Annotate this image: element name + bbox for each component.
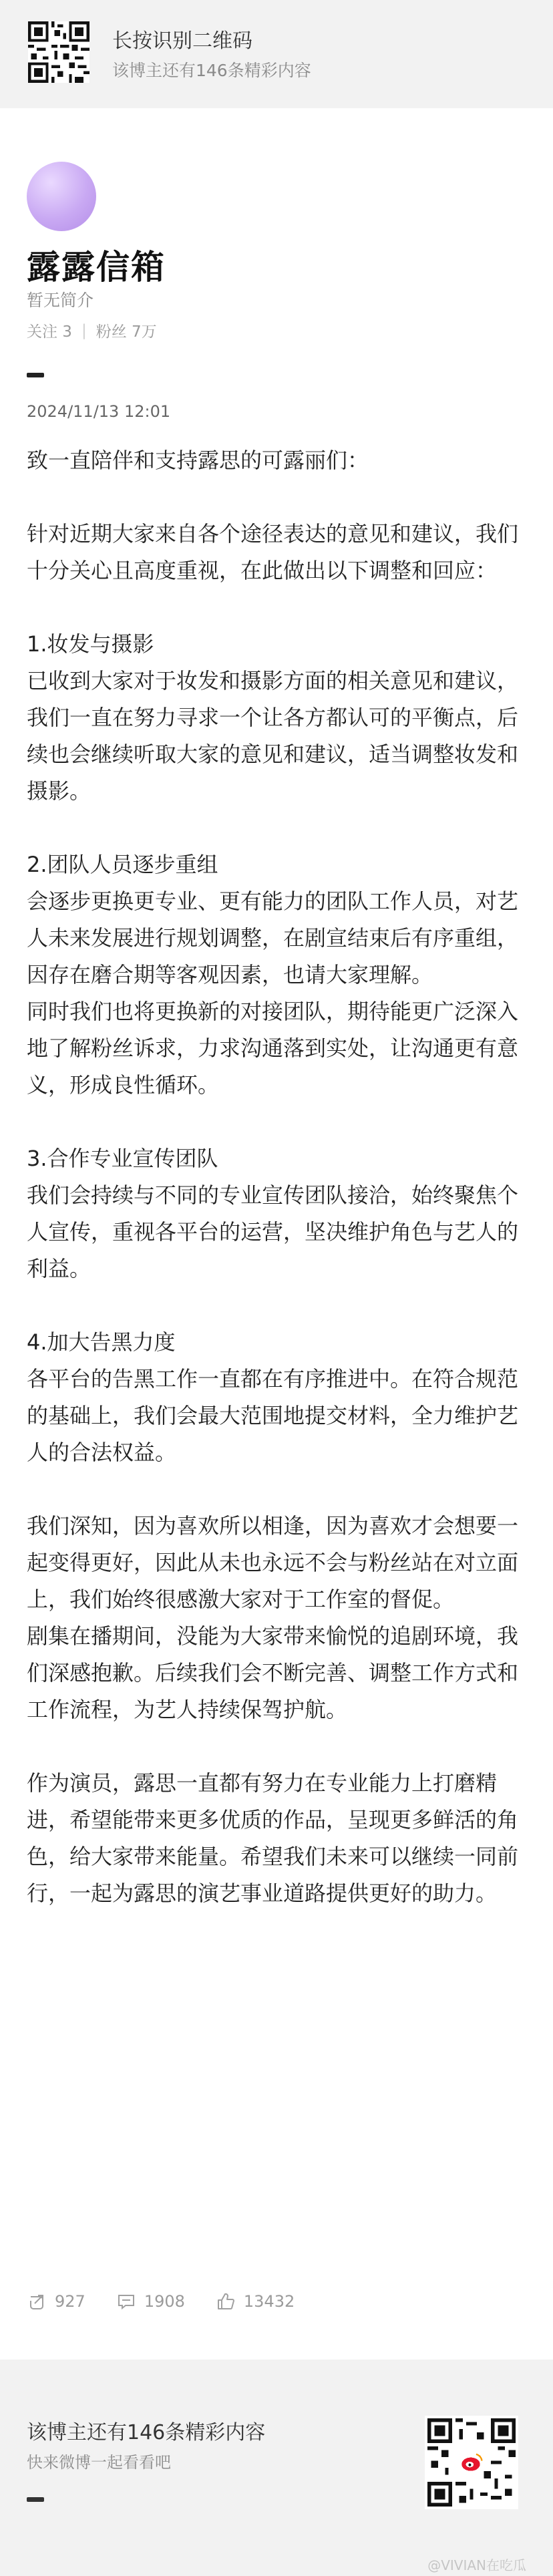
stats-divider: | (81, 321, 87, 339)
repost-count: 927 (55, 2292, 85, 2311)
paragraph-gap (27, 1471, 529, 1508)
comment-icon (116, 2291, 136, 2311)
post-paragraph: 针对近期大家来自各个途径表达的意见和建议，我们十分关心且高度重视，在此做出以下调整和回应： (27, 521, 519, 583)
section-heading: 2.团队人员逐步重组 (27, 852, 218, 877)
avatar[interactable] (27, 162, 96, 231)
author-bio: 暂无简介 (27, 291, 94, 310)
banner-title: 长按识别二维码 (112, 29, 252, 53)
section-heading: 3.合作专业宣传团队 (27, 1146, 218, 1171)
qr-code-icon[interactable] (28, 21, 89, 83)
paragraph-gap (27, 810, 529, 846)
repost-button[interactable] (27, 2291, 85, 2311)
qr-code-icon[interactable] (425, 2416, 518, 2509)
post-actions (27, 2291, 325, 2311)
post-paragraph: 会逐步更换更专业、更有能力的团队工作人员，对艺人未来发展进行规划调整，在剧宣结束后有序重组，因存在磨合期等客观因素，也请大家理解。 (27, 889, 519, 987)
post-paragraph: 各平台的告黑工作一直都在有序推进中。在符合规范的基础上，我们会最大范围地提交材料，全力维护艺人的合法权益。 (27, 1366, 519, 1465)
following-count[interactable]: 关注 3 (27, 323, 72, 341)
promo-title: 该博主还有146条精彩内容 (27, 2421, 266, 2444)
bottom-promo (0, 2360, 553, 2576)
paragraph-gap (27, 479, 529, 516)
paragraph-gap (27, 589, 529, 626)
author-name[interactable]: 露露信箱 (27, 248, 166, 287)
post-paragraph: 同时我们也将更换新的对接团队，期待能更广泛深入地了解粉丝诉求，力求沟通落到实处，让沟通更有意义，形成良性循环。 (27, 999, 519, 1098)
top-banner (0, 0, 553, 102)
post-paragraph: 作为演员，露思一直都有努力在专业能力上打磨精进，希望能带来更多优质的作品，呈现更多鲜活的角色，给大家带来能量。希望我们未来可以继续一同前行，一起为露思的演艺事业道路提供更好的助力。 (27, 1770, 519, 1906)
post-paragraph: 剧集在播期间，没能为大家带来愉悦的追剧环境，我们深感抱歉。后续我们会不断完善、调整工作方式和工作流程，为艺人持续保驾护航。 (27, 1623, 519, 1722)
post-body (27, 442, 529, 1912)
comment-count: 1908 (144, 2292, 185, 2311)
promo-subtitle: 快来微博一起看看吧 (27, 2453, 171, 2472)
followers-count[interactable]: 粉丝 7万 (96, 323, 157, 341)
post-paragraph: 致一直陪伴和支持露思的可露丽们： (27, 448, 369, 473)
post-paragraph: 已收到大家对于妆发和摄影方面的相关意见和建议，我们一直在努力寻求一个让各方都认可的平衡点，后续也会继续听取大家的意见和建议，适当调整妆发和摄影。 (27, 668, 519, 804)
section-heading: 4.加大告黑力度 (27, 1329, 176, 1355)
post-card (0, 108, 553, 2360)
repost-icon (27, 2291, 47, 2311)
like-count: 13432 (243, 2292, 295, 2311)
like-button[interactable] (216, 2291, 295, 2311)
author-stats (27, 319, 157, 341)
post-paragraph: 我们会持续与不同的专业宣传团队接洽，始终聚焦个人宣传，重视各平台的运营，坚决维护角色与艺人的利益。 (27, 1182, 519, 1281)
section-divider (27, 373, 44, 377)
paragraph-gap (27, 1728, 529, 1765)
paragraph-gap (27, 1104, 529, 1140)
section-heading: 1.妆发与摄影 (27, 631, 154, 657)
post-paragraph: 我们深知，因为喜欢所以相逢，因为喜欢才会想要一起变得更好，因此从未也永远不会与粉丝站在对立面上，我们始终很感激大家对于工作室的督促。 (27, 1513, 519, 1612)
comment-button[interactable] (116, 2291, 185, 2311)
like-icon (216, 2291, 236, 2311)
banner-subtitle: 该博主还有146条精彩内容 (112, 61, 311, 80)
watermark: @VIVIAN在吃瓜 (427, 2557, 526, 2573)
promo-divider (27, 2497, 44, 2502)
post-date: 2024/11/13 12:01 (27, 402, 171, 421)
paragraph-gap (27, 1287, 529, 1324)
